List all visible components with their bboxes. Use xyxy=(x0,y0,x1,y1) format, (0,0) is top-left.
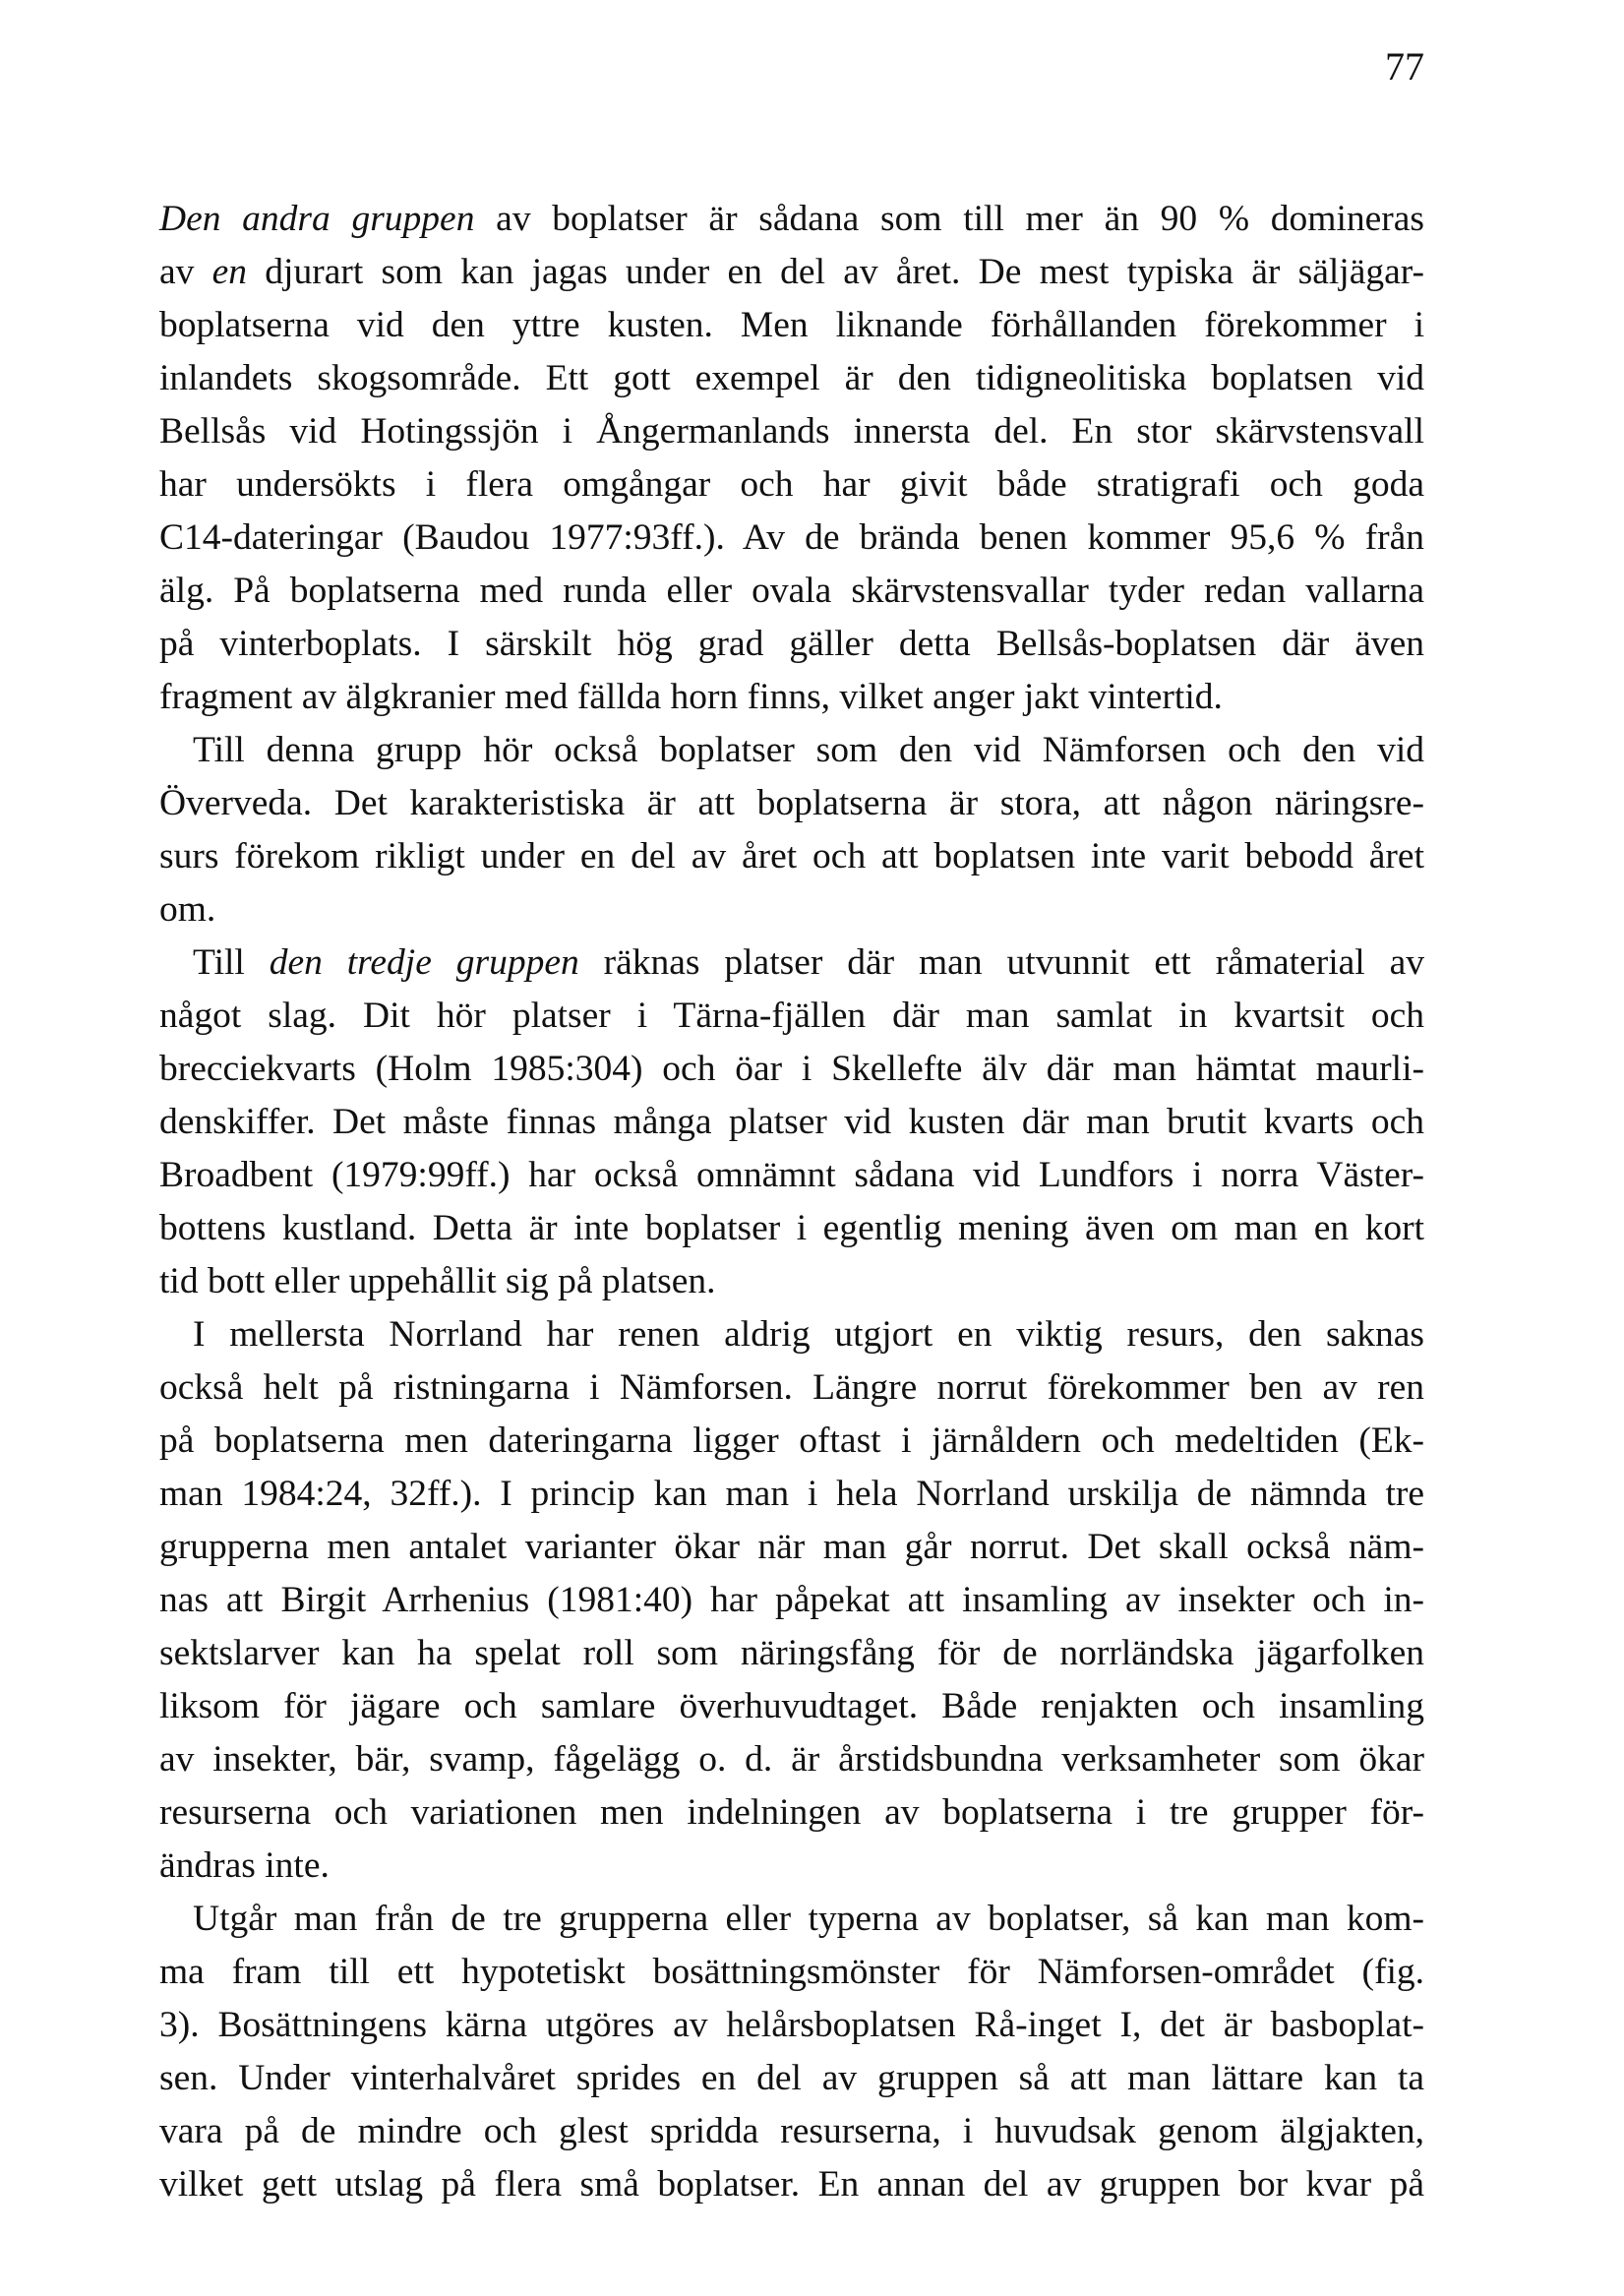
text-line xyxy=(159,883,1424,937)
paragraph xyxy=(159,193,1424,724)
text-segment: ändras inte. xyxy=(159,1845,330,1886)
text-line xyxy=(159,1733,1424,1786)
text-segment: Broadbent (1979:99ff.) har också omnämnt sådana vid Lundfors i norra Väster- xyxy=(159,1155,1424,1195)
text-line xyxy=(159,1521,1424,1574)
text-segment: djurart som kan jagas under en del av året. De mest typiska är säljägar- xyxy=(247,252,1424,292)
text-line xyxy=(159,1361,1424,1415)
paragraph xyxy=(159,1308,1424,1893)
text-line xyxy=(159,1308,1424,1361)
text-segment: av insekter, bär, svamp, fågelägg o. d. är årstidsbundna verksamheter som ökar xyxy=(159,1739,1424,1780)
text-line xyxy=(159,937,1424,990)
text-line xyxy=(159,2105,1424,2158)
text-line xyxy=(159,671,1424,724)
text-segment: C14-dateringar (Baudou 1977:93ff.). Av de brända benen kommer 95,6 % från xyxy=(159,517,1424,558)
text-segment: brecciekvarts (Holm 1985:304) och öar i Skellefte älv där man hämtat maurli- xyxy=(159,1049,1424,1089)
paragraph xyxy=(159,937,1424,1308)
text-line xyxy=(159,2158,1424,2211)
text-segment: Överveda. Det karakteristiska är att boplatserna är stora, att någon näringsre- xyxy=(159,783,1424,823)
page-number: 77 xyxy=(1385,44,1424,89)
text-line xyxy=(159,299,1424,352)
text-line xyxy=(159,1786,1424,1840)
text-segment: på boplatserna men dateringarna ligger oftast i järnåldern och medeltiden (Ek- xyxy=(159,1420,1424,1461)
text-line xyxy=(159,512,1424,565)
text-line xyxy=(159,777,1424,830)
text-segment: ma fram till ett hypotetiskt bosättningsmönster för Nämforsen-området (fig. xyxy=(159,1952,1424,1992)
text-line xyxy=(159,618,1424,671)
text-line xyxy=(159,1893,1424,1946)
text-segment: I mellersta Norrland har renen aldrig utgjort en viktig resurs, den saknas xyxy=(193,1314,1424,1355)
text-segment: tid bott eller uppehållit sig på platsen. xyxy=(159,1261,716,1301)
text-segment: räknas platser där man utvunnit ett råmaterial av xyxy=(578,942,1424,983)
text-line xyxy=(159,193,1424,246)
text-segment: nas att Birgit Arrhenius (1981:40) har påpekat att insamling av insekter och in- xyxy=(159,1580,1424,1620)
text-line xyxy=(159,1680,1424,1733)
text-segment: sektslarver kan ha spelat roll som näringsfång för de norrländska jägarfolken xyxy=(159,1633,1424,1673)
text-line xyxy=(159,1946,1424,1999)
text-segment: man 1984:24, 32ff.). I princip kan man i hela Norrland urskilja de nämnda tre xyxy=(159,1474,1424,1514)
text-segment: denskiffer. Det måste finnas många platser vid kusten där man brutit kvarts och xyxy=(159,1102,1424,1142)
text-segment: bottens kustland. Detta är inte boplatser i egentlig mening även om man en kort xyxy=(159,1208,1424,1248)
text-segment: Utgår man från de tre grupperna eller typerna av boplatser, så kan man kom- xyxy=(193,1899,1424,1939)
text-segment: Till xyxy=(193,942,270,983)
paragraph xyxy=(159,1893,1424,2211)
text-line xyxy=(159,1096,1424,1149)
body-text xyxy=(159,193,1424,2211)
text-segment: Till denna grupp hör också boplatser som den vid Nämforsen och den vid xyxy=(193,730,1424,770)
text-segment: vara på de mindre och glest spridda resurserna, i huvudsak genom älgjakten, xyxy=(159,2111,1424,2151)
text-segment: resurserna och variationen men indelningen av boplatserna i tre grupper för- xyxy=(159,1792,1424,1833)
text-segment: älg. På boplatserna med runda eller ovala skärvstensvallar tyder redan vallarna xyxy=(159,571,1424,611)
text-segment: boplatserna vid den yttre kusten. Men liknande förhållanden förekommer i xyxy=(159,305,1424,345)
text-line xyxy=(159,565,1424,618)
text-segment: något slag. Dit hör platser i Tärna-fjällen där man samlat in kvartsit och xyxy=(159,996,1424,1036)
text-line xyxy=(159,352,1424,405)
text-line xyxy=(159,1149,1424,1202)
italic-phrase: en xyxy=(211,252,248,292)
text-line xyxy=(159,724,1424,777)
text-line xyxy=(159,1627,1424,1680)
text-segment: liksom för jägare och samlare överhuvudtaget. Både renjakten och insamling xyxy=(159,1686,1424,1726)
text-segment: surs förekom rikligt under en del av året och att boplatsen inte varit bebodd året xyxy=(159,836,1424,876)
text-segment: också helt på ristningarna i Nämforsen. Längre norrut förekommer ben av ren xyxy=(159,1367,1424,1408)
text-segment: vilket gett utslag på flera små boplatser. En annan del av gruppen bor kvar på xyxy=(159,2164,1424,2205)
text-line xyxy=(159,1415,1424,1468)
text-line xyxy=(159,1999,1424,2052)
text-line xyxy=(159,1043,1424,1096)
text-line xyxy=(159,990,1424,1043)
text-line xyxy=(159,1468,1424,1521)
italic-phrase: den tredje gruppen xyxy=(269,942,579,983)
text-line xyxy=(159,1202,1424,1255)
text-line xyxy=(159,830,1424,883)
text-segment: fragment av älgkranier med fällda horn finns, vilket anger jakt vintertid. xyxy=(159,677,1223,717)
text-segment: på vinterboplats. I särskilt hög grad gäller detta Bellsås-boplatsen där även xyxy=(159,624,1424,664)
paragraph xyxy=(159,724,1424,937)
text-segment: av boplatser är sådana som till mer än 90 % domineras xyxy=(474,199,1425,239)
text-segment: sen. Under vinterhalvåret sprides en del av gruppen så att man lättare kan ta xyxy=(159,2058,1424,2098)
text-segment: om. xyxy=(159,889,216,930)
text-line xyxy=(159,405,1424,458)
text-segment: har undersökts i flera omgångar och har givit både stratigrafi och goda xyxy=(159,464,1424,505)
text-line xyxy=(159,2052,1424,2105)
text-segment: Bellsås vid Hotingssjön i Ångermanlands innersta del. En stor skärvstensvall xyxy=(159,411,1424,452)
italic-phrase: Den andra gruppen xyxy=(159,199,475,239)
text-line xyxy=(159,458,1424,512)
text-segment: inlandets skogsområde. Ett gott exempel är den tidigneolitiska boplatsen vid xyxy=(159,358,1424,398)
text-line xyxy=(159,1255,1424,1308)
text-segment: 3). Bosättningens kärna utgöres av helårsboplatsen Rå-inget I, det är basboplat- xyxy=(159,2005,1424,2045)
text-line xyxy=(159,1574,1424,1627)
text-line xyxy=(159,246,1424,299)
text-line xyxy=(159,1840,1424,1893)
text-segment: grupperna men antalet varianter ökar när man går norrut. Det skall också näm- xyxy=(159,1527,1424,1567)
text-segment: av xyxy=(159,252,212,292)
